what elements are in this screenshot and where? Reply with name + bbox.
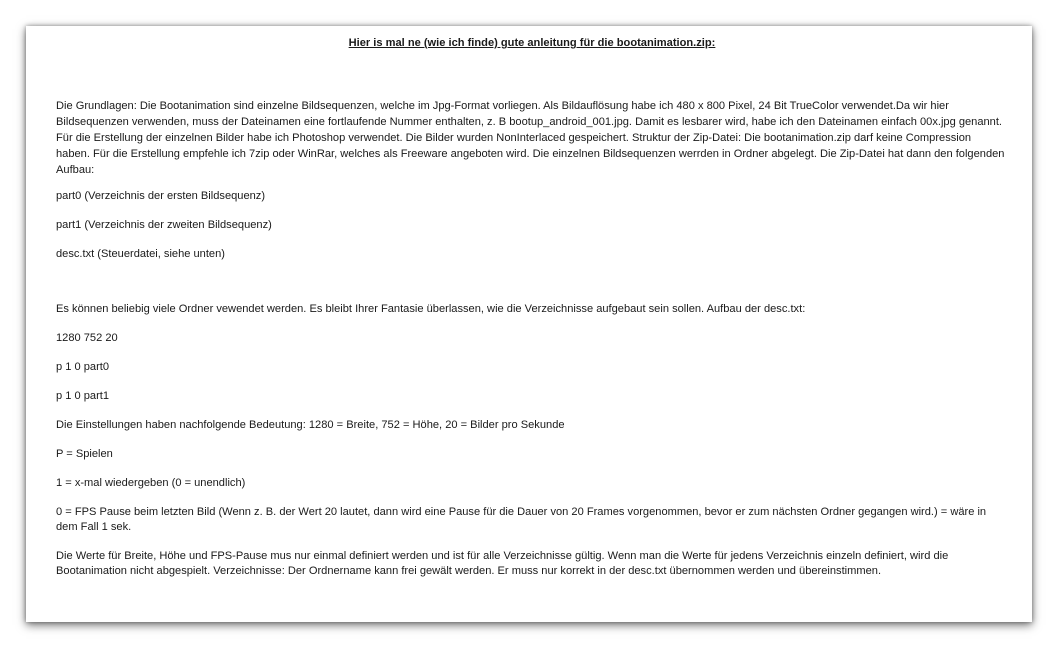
paragraph-spielen: P = Spielen — [56, 448, 113, 460]
paragraph-part0: part0 (Verzeichnis der ersten Bildsequenz) — [56, 190, 266, 202]
paragraph-fps-pause: 0 = FPS Pause beim letzten Bild (Wenn z. B. der Wert 20 lautet, dann wird eine Pause für die Dauer von 20 Frames vorgenommen, bevor er zum nächsten Ordner gegangen wird.) = wäre in dem Fall 1 sek. — [56, 506, 987, 533]
paragraph-desc-line-2: p 1 0 part0 — [56, 361, 110, 373]
paragraph-wiedergeben: 1 = x-mal wiedergeben (0 = unendlich) — [56, 477, 246, 489]
paragraph-einstellungen: Die Einstellungen haben nachfolgende Bedeutung: 1280 = Breite, 752 = Höhe, 20 = Bilder pro Sekunde — [56, 419, 565, 431]
paragraph-desc-line-1: 1280 752 20 — [56, 332, 118, 344]
paragraph-ordner: Es können beliebig viele Ordner vewendet werden. Es bleibt Ihrer Fantasie überlassen, wie die Verzeichnisse aufgebaut sein sollen. Aufbau der desc.txt: — [56, 303, 806, 315]
document-page — [26, 26, 1032, 622]
document-title: Hier is mal ne (wie ich finde) gute anleitung für die bootanimation.zip: — [348, 37, 716, 49]
paragraph-werte: Die Werte für Breite, Höhe und FPS-Pause mus nur einmal definiert werden und ist für alle Verzeichnisse gültig. Wenn man die Werte für jedens Verzeichnis einzeln definiert, wird die Bootanimation nicht abgespielt. Verzeichnisse: Der Ordnername kann frei gewält werden. Er muss nur korrekt in der desc.txt übernommen werden und übereinstimmen. — [56, 550, 949, 577]
paragraph-desc-txt: desc.txt (Steuerdatei, siehe unten) — [56, 248, 225, 260]
paragraph-grundlagen: Die Grundlagen: Die Bootanimation sind einzelne Bildsequenzen, welche im Jpg-Format vorliegen. Als Bildauflösung habe ich 480 x 800 Pixel, 24 Bit TrueColor verwendet.Da wir hier Bildsequenzen verwenden, muss der Dateinamen eine fortlaufende Nummer enthalten, z. B bootup_android_001.jpg. Damit es lesbarer wird, habe ich den Dateinamen einfach 00x.jpg genannt. Für die Erstellung der einzelnen Bilder habe ich Photoshop verwendet. Die Bilder wurden NonInterlaced gespeichert. Struktur der Zip-Datei: Die bootanimation.zip darf keine Compression haben. Für die Erstellung empfehle ich 7zip oder WinRar, welches als Freeware angeboten wird. Die einzelnen Bildsequenzen werrden in Ordner abgelegt. Die Zip-Datei hat dann den folgenden Aufbau: — [56, 100, 1005, 176]
paragraph-part1: part1 (Verzeichnis der zweiten Bildsequenz) — [56, 219, 272, 231]
paragraph-desc-line-3: p 1 0 part1 — [56, 390, 110, 402]
